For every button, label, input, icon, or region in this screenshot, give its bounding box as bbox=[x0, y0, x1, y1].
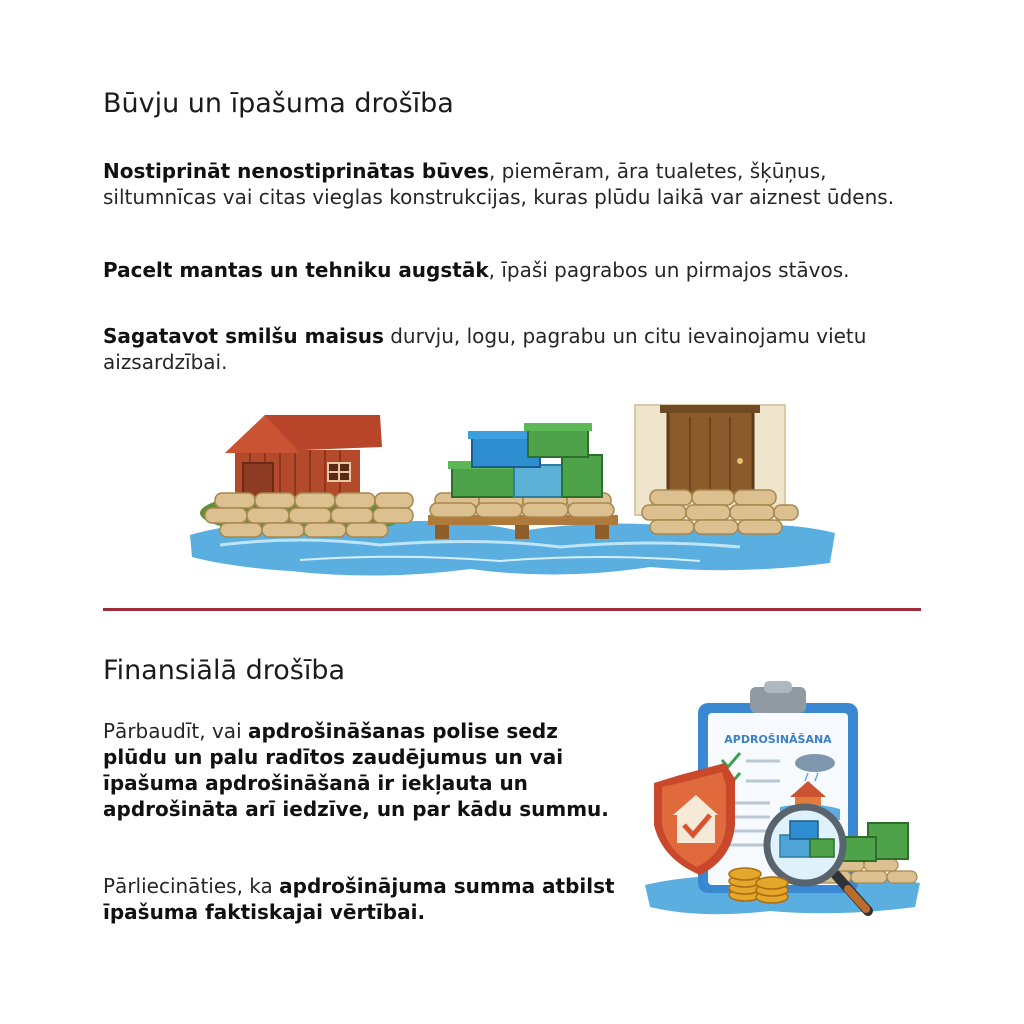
bold-secure-structures: Nostiprināt nenostiprinātas būves bbox=[103, 159, 489, 183]
paragraph-sandbags bbox=[103, 323, 933, 375]
text-insured-pre: Pārliecināties, ka bbox=[103, 874, 280, 898]
text-secure-structures: , piemēram, āra tualetes, šķūņus, siltumnīcas vai citas vieglas konstrukcijas, kuras plūdu laikā var aiznest ūdens. bbox=[103, 159, 895, 209]
door-sandbags-icon bbox=[635, 405, 798, 534]
paragraph-insurance-policy bbox=[103, 718, 628, 822]
paragraph-insured-sum bbox=[103, 873, 628, 925]
section-title-financial: Finansiālā drošība bbox=[103, 655, 345, 686]
bold-sandbags: Sagatavot smilšu maisus bbox=[103, 324, 384, 348]
paragraph-lift-items bbox=[103, 257, 933, 283]
paragraph-secure-structures bbox=[103, 158, 933, 210]
sandbags-shed-icon bbox=[205, 493, 413, 537]
flood-protection-illustration bbox=[180, 395, 840, 580]
section-title-property: Būvju un īpašuma drošība bbox=[103, 88, 454, 119]
bold-lift-items: Pacelt mantas un tehniku augstāk bbox=[103, 258, 489, 282]
bold-insured-sum: apdrošinājuma summa atbilst īpašuma faktiskajai vērtībai. bbox=[103, 874, 615, 924]
clipboard-label: APDROŠINĀŠANA bbox=[724, 733, 832, 746]
text-insurance-pre: Pārbaudīt, vai bbox=[103, 719, 248, 743]
text-lift-items: , īpaši pagrabos un pirmajos stāvos. bbox=[488, 258, 850, 282]
insurance-illustration bbox=[640, 675, 930, 935]
bold-insurance-policy: apdrošināšanas polise sedz plūdu un palu radītos zaudējumus un vai īpašuma apdrošināšanā ir iekļauta un apdrošināta arī iedzīve, un par kādu summu. bbox=[103, 719, 609, 821]
pallet-boxes-icon bbox=[428, 423, 618, 539]
text-sandbags: durvju, logu, pagrabu un citu ievainojamu vietu aizsardzībai. bbox=[103, 324, 867, 374]
section-divider bbox=[103, 608, 921, 611]
